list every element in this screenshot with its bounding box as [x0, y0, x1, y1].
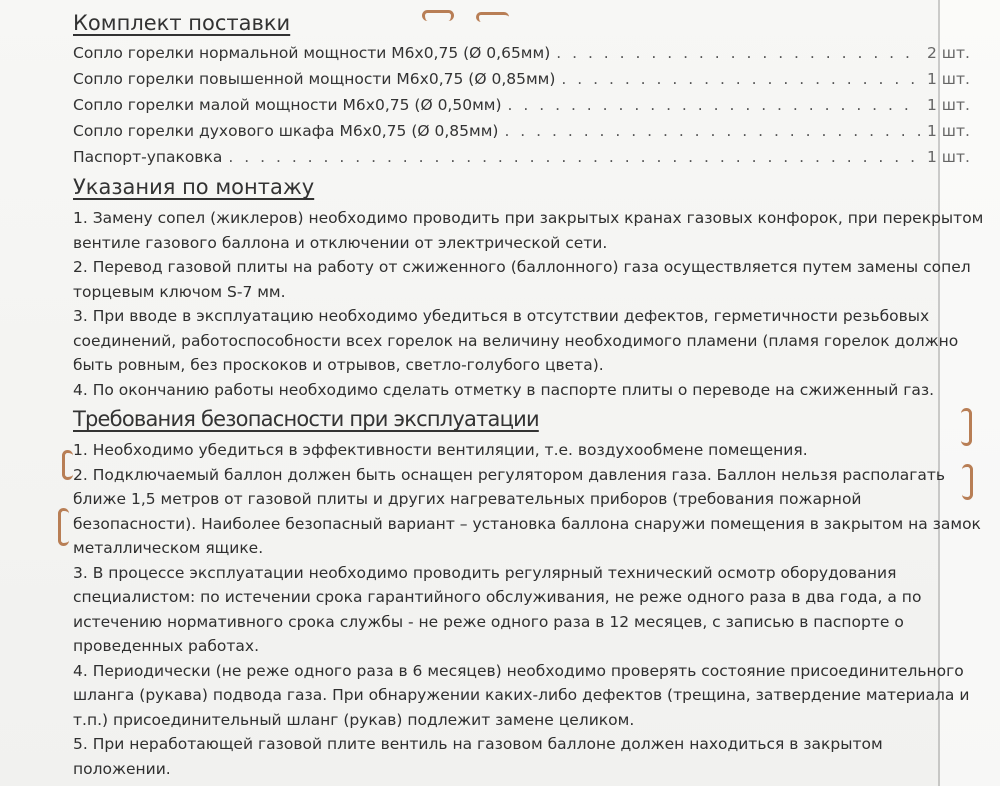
safety-item: 2. Подключаемый баллон должен быть оснащен регулятором давления газа. Баллон нельзя располагать ближе 1,5 метров от газовой плиты и других нагревательных приборов (требования пожарной безопасности). Наиболее безопасный вариант – установка баллона снаружи помещения в закрытом на замок металлическом ящике. [73, 465, 981, 557]
leader-dots [508, 92, 921, 118]
kit-item [73, 118, 973, 144]
mount-item: 3. При вводе в эксплуатацию необходимо убедиться в отсутствии дефектов, герметичности резьбовых соединений, работоспособности всех горелок на величину необходимого пламени (пламя горелок должно быть ровным, без проскоков и отрывов, светло-голубого цвета). [73, 307, 959, 374]
kit-item [73, 144, 973, 170]
mount-heading: Указания по монтажу [73, 175, 315, 199]
kit-item-name: Паспорт-упаковка [73, 148, 223, 166]
mount-item: 4. По окончанию работы необходимо сделать отметку в паспорте плиты о переводе на сжиженный газ. [73, 380, 935, 399]
leader-dots [556, 40, 921, 66]
kit-item [73, 40, 973, 66]
nozzle-piece [62, 450, 73, 480]
kit-item [73, 92, 973, 118]
safety-item: 1. Необходимо убедиться в эффективности вентиляции, т.е. воздухообмене помещения. [73, 441, 808, 459]
leader-dots [228, 144, 921, 170]
mount-item: 1. Замену сопел (жиклеров) необходимо проводить при закрытых кранах газовых конфорок, при перекрытом вентиле газового баллона и отключении от электрической сети. [73, 209, 984, 252]
leader-dots [504, 118, 921, 144]
kit-item-name: Сопло горелки малой мощности М6х0,75 (Ø 0,50мм) [73, 96, 502, 114]
safety-item: 3. В процессе эксплуатации необходимо проводить регулярный технический осмотр оборудования специалистом: по истечении срока гарантийного обслуживания, не реже одного раза в два года, а по истечению нормативного срока службы - не реже одного раза в 12 месяцев, с записью в паспорте о проведенных работах. [73, 563, 922, 655]
safety-item: 4. Периодически (не реже одного раза в 6 месяцев) необходимо проверять состояние присоединительного шланга (рукава) подвода газа. При обнаружении каких-либо дефектов (трещина, затвердение материала и т.п.) присоединительный шланг (рукав) подлежит замене целиком. [73, 661, 970, 729]
mount-item: 2. Перевод газовой плиты на работу от сжиженного (баллонного) газа осуществляется путем замены сопел торцевым ключом S-7 мм. [73, 258, 971, 301]
kit-item [73, 66, 973, 92]
document-content [73, 8, 993, 781]
kit-item-name: Сопло горелки нормальной мощности М6х0,75 (Ø 0,65мм) [73, 44, 551, 62]
kit-item-qty: 1 шт. [927, 70, 970, 88]
kit-item-qty: 1 шт. [927, 96, 970, 114]
leader-dots [561, 66, 921, 92]
nozzle-piece [58, 508, 69, 546]
kit-heading: Комплект поставки [73, 11, 291, 35]
safety-heading: Требования безопасности при эксплуатации [73, 407, 539, 431]
kit-item-qty: 1 шт. [927, 148, 970, 166]
kit-item-qty: 2 шт. [927, 44, 970, 62]
kit-list [73, 40, 993, 170]
safety-list [73, 438, 993, 781]
kit-item-name: Сопло горелки духового шкафа М6х0,75 (Ø 0,85мм) [73, 122, 499, 140]
mount-list [73, 206, 993, 402]
safety-item: 5. При неработающей газовой плите вентиль на газовом баллоне должен находиться в закрытом положении. [73, 735, 883, 778]
kit-item-name: Сопло горелки повышенной мощности М6х0,75 (Ø 0,85мм) [73, 70, 556, 88]
kit-item-qty: 1 шт. [927, 122, 970, 140]
